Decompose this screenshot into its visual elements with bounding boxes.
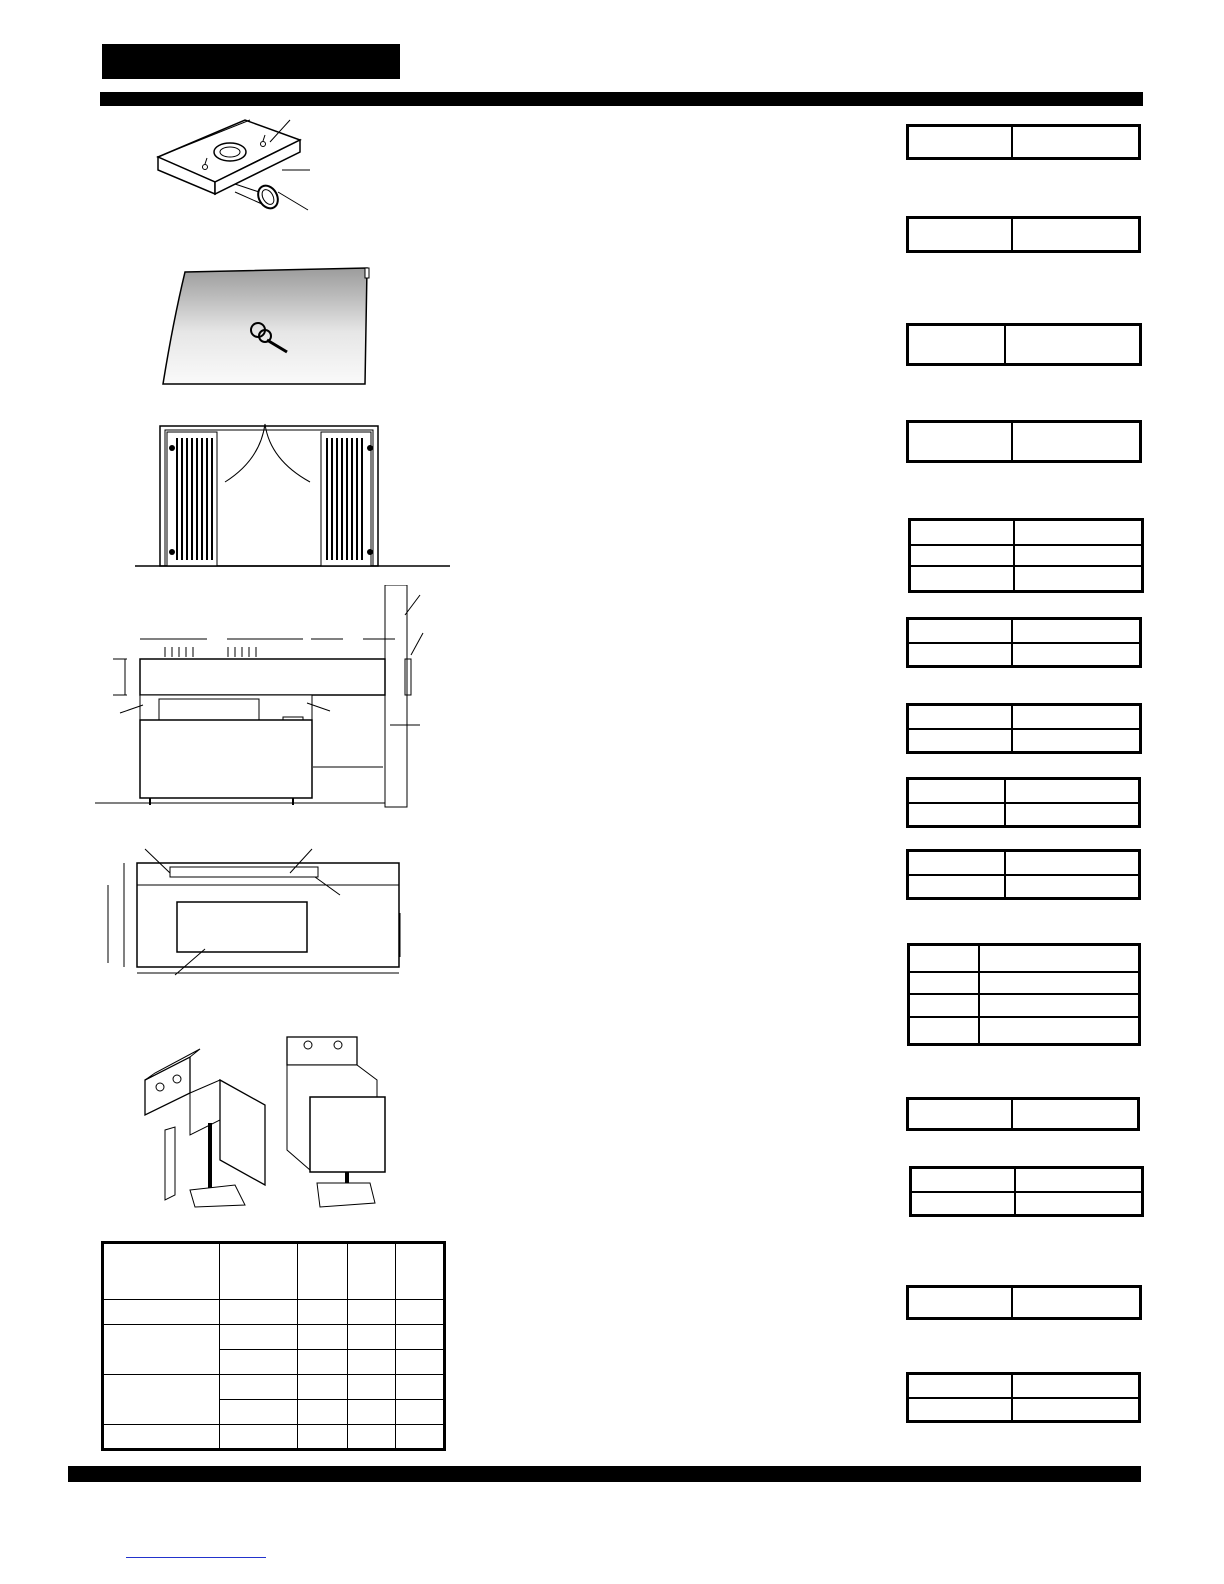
table-row bbox=[103, 1300, 445, 1325]
table-row bbox=[103, 1375, 445, 1400]
part-table-11 bbox=[906, 1097, 1140, 1131]
table-row bbox=[103, 1425, 445, 1450]
part-table-6 bbox=[906, 617, 1142, 668]
sleeve-top-figure bbox=[150, 112, 320, 222]
footer-link[interactable] bbox=[126, 1556, 266, 1558]
part-table-3 bbox=[906, 323, 1142, 366]
part-table-5 bbox=[908, 518, 1144, 593]
sleeve-plan-figure bbox=[100, 845, 435, 980]
table-row bbox=[103, 1325, 445, 1350]
part-table-2 bbox=[906, 216, 1141, 253]
spec-table bbox=[101, 1241, 446, 1451]
bracket-figure bbox=[135, 1035, 395, 1215]
part-table-12 bbox=[909, 1166, 1144, 1217]
wall-section-figure bbox=[95, 585, 440, 815]
part-table-8 bbox=[906, 777, 1141, 828]
part-table-14 bbox=[906, 1372, 1141, 1423]
part-table-13 bbox=[906, 1285, 1142, 1320]
header-title-block bbox=[102, 44, 400, 79]
key-cover-figure bbox=[155, 262, 375, 392]
part-table-4 bbox=[906, 420, 1142, 463]
part-table-10 bbox=[907, 943, 1141, 1046]
louvre-doors-figure bbox=[135, 420, 450, 572]
footer-rule bbox=[68, 1466, 1141, 1482]
part-table-9 bbox=[906, 849, 1141, 900]
table-row bbox=[103, 1243, 445, 1300]
part-table-7 bbox=[906, 703, 1142, 754]
header-rule bbox=[100, 92, 1143, 106]
part-table-1 bbox=[906, 124, 1141, 160]
